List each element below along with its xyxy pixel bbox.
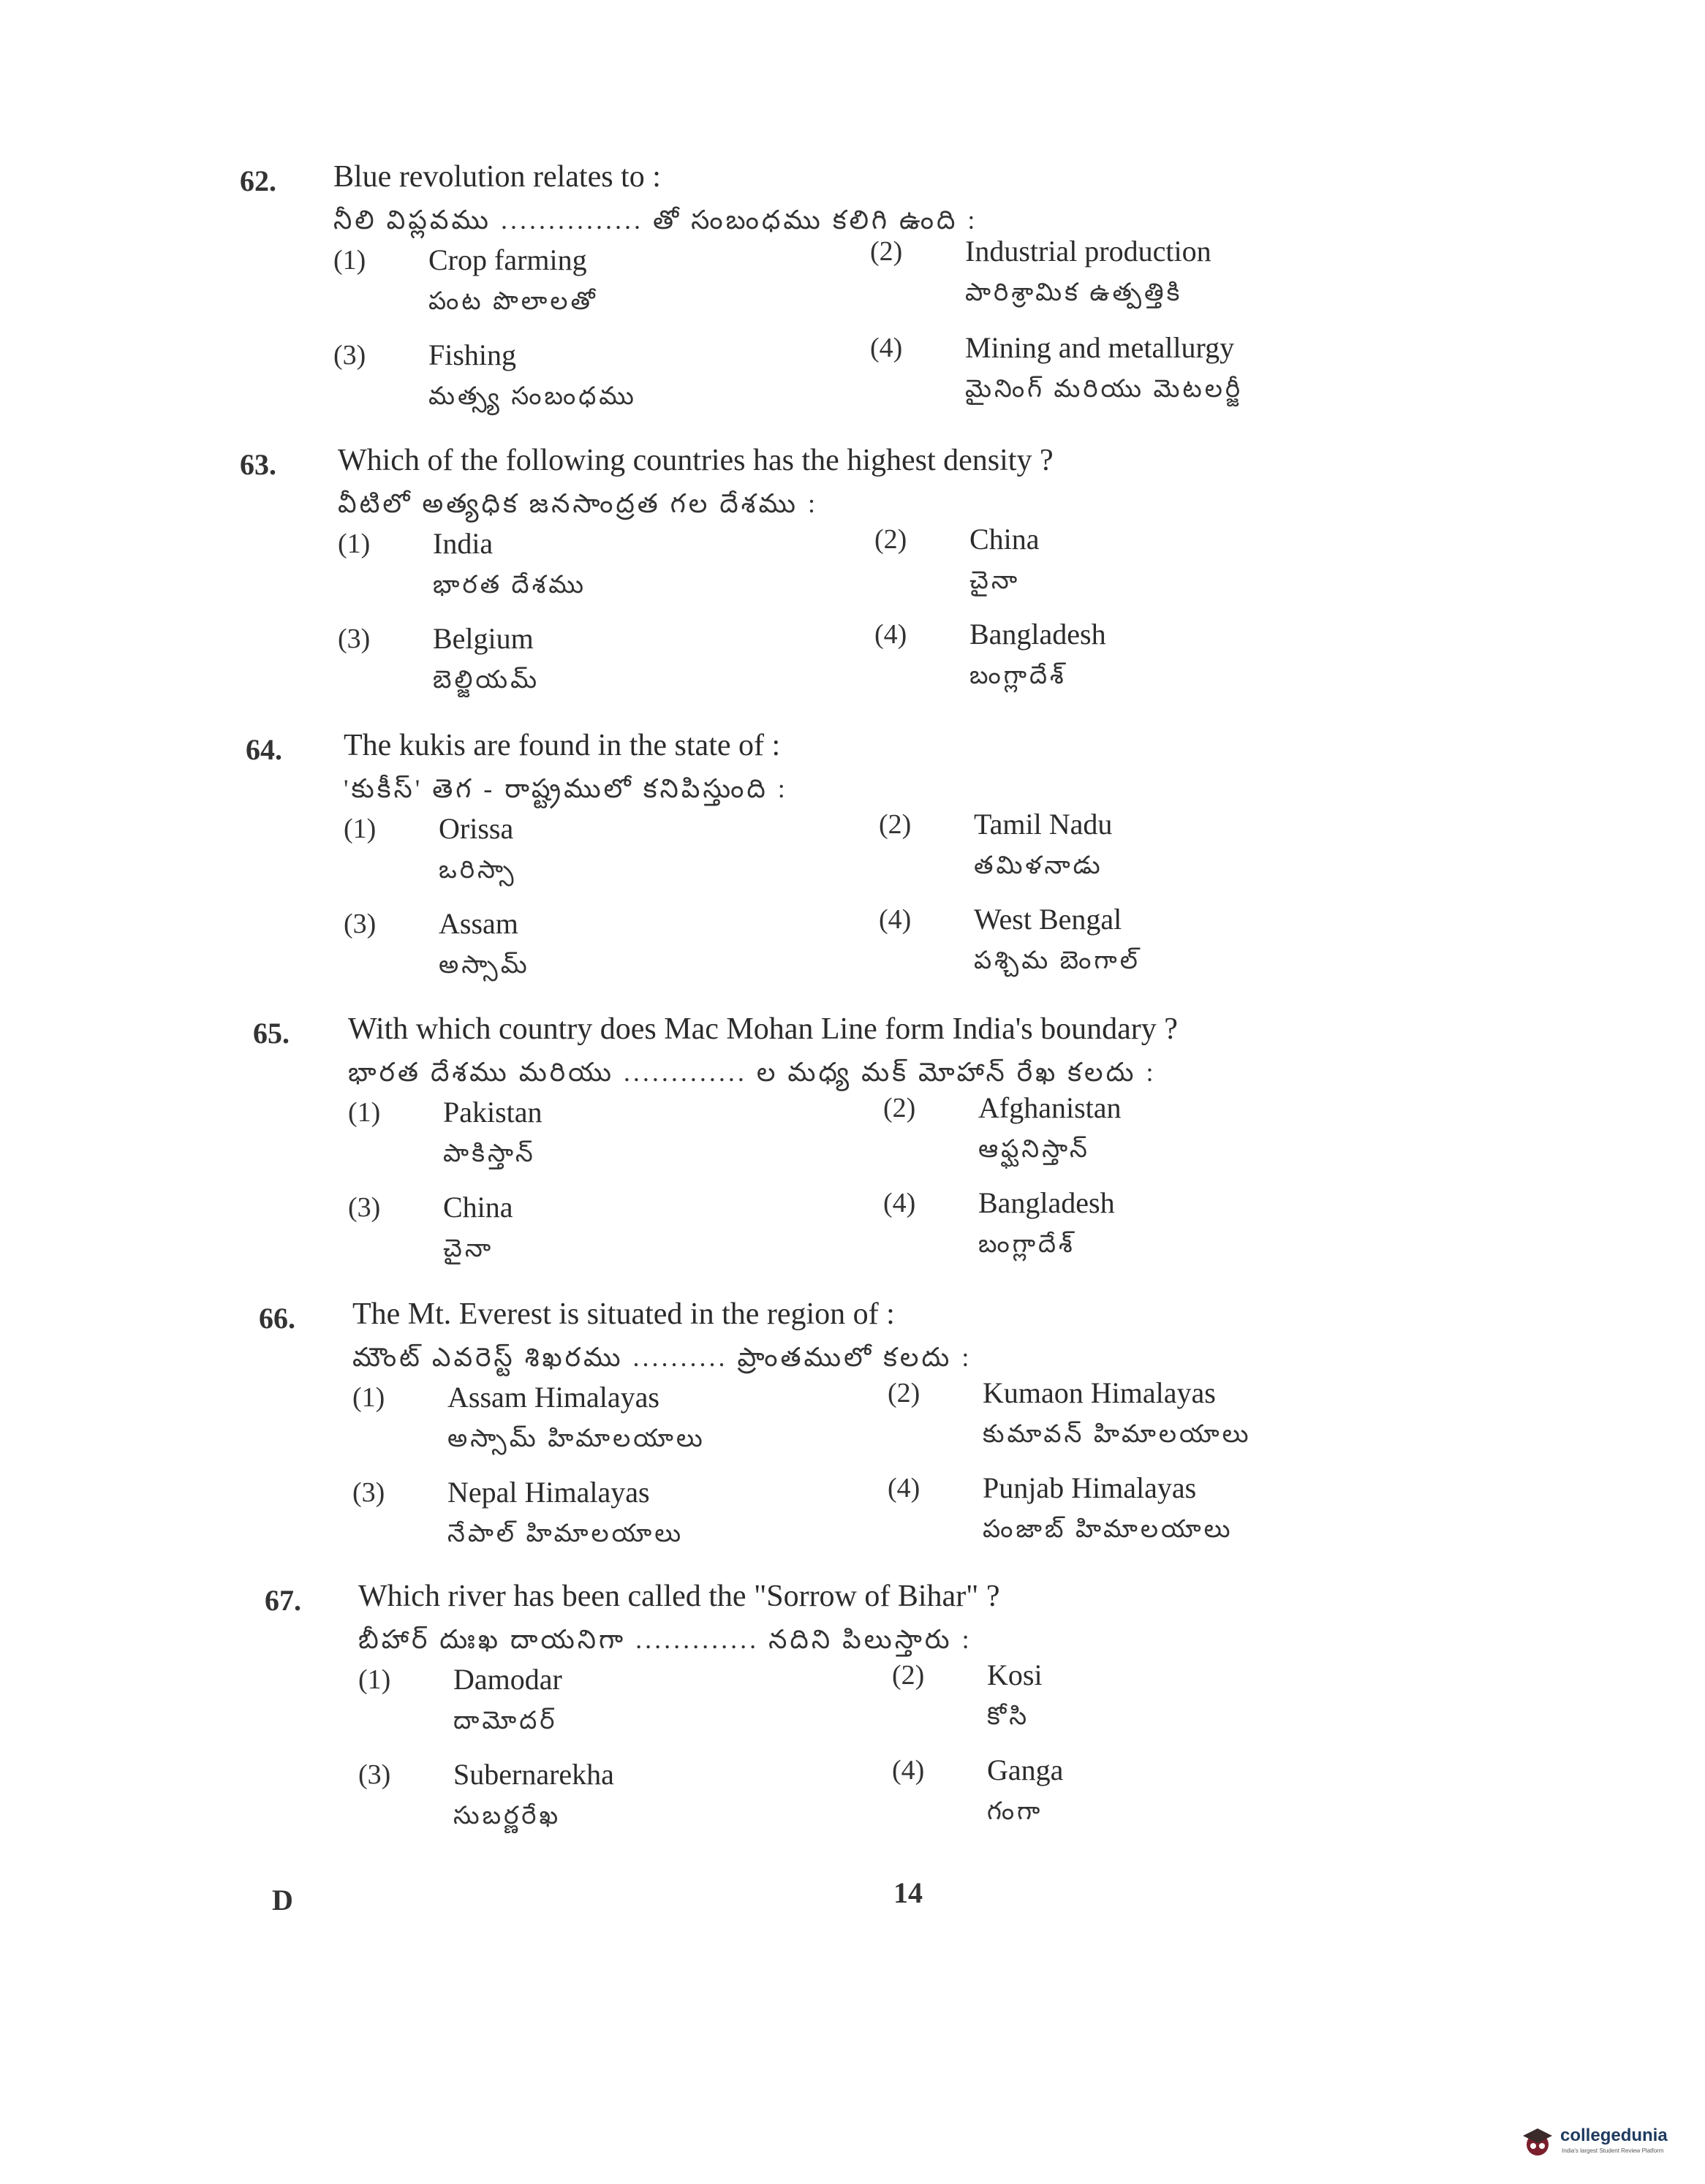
question-text-telugu: 'కుకీస్' తెగ - రాష్ట్రములో కనిపిస్తుంది : <box>344 774 788 803</box>
option-label: Bangladesh <box>969 618 1106 651</box>
option-label: Fishing <box>428 338 517 371</box>
option-label: Kosi <box>987 1658 1043 1691</box>
option-number: (3) <box>333 340 366 371</box>
question-text-telugu: బీహార్ దుఃఖ దాయనిగా ............. నదిని పిలుస్తారు : <box>358 1625 972 1654</box>
option-label: Mining and metallurgy <box>965 331 1235 364</box>
option-label: China <box>443 1191 513 1224</box>
option-label-telugu: పాకిస్తాన్ <box>443 1140 536 1167</box>
option-3 <box>358 1759 943 1854</box>
question-text-telugu: వీటిలో అత్యధిక జనసాంద్రత గల దేశము : <box>338 489 819 518</box>
question-64 <box>0 729 1705 1025</box>
question-65 <box>0 1012 1705 1308</box>
collegedunia-watermark <box>1521 2120 1696 2164</box>
option-3 <box>333 339 918 434</box>
question-number: 62. <box>240 164 276 197</box>
option-label: Nepal Himalayas <box>447 1476 650 1509</box>
option-label: Pakistan <box>443 1096 542 1129</box>
option-number: (2) <box>883 1093 916 1123</box>
option-label-telugu: కోసి <box>987 1703 1030 1730</box>
question-67 <box>0 1580 1705 1876</box>
option-label: Punjab Himalayas <box>983 1471 1197 1504</box>
option-2 <box>870 235 1455 330</box>
question-text: Which river has been called the "Sorrow of Bihar" ? <box>358 1580 1000 1613</box>
option-3 <box>344 908 929 1003</box>
option-2 <box>879 808 1464 903</box>
question-66 <box>0 1297 1705 1593</box>
option-label-telugu: చైనా <box>969 567 1021 594</box>
question-number: 66. <box>259 1302 295 1335</box>
option-label-telugu: ఒరిస్సా <box>439 857 517 884</box>
option-label-telugu: దామోదర్ <box>453 1707 558 1734</box>
option-label-telugu: సుబర్ణరేఖ <box>453 1802 562 1830</box>
option-label-telugu: పారిశ్రామిక ఉత్పత్తికి <box>965 279 1183 306</box>
option-label: Subernarekha <box>453 1758 614 1791</box>
option-label: China <box>969 523 1040 556</box>
option-4 <box>870 332 1455 427</box>
option-number: (3) <box>358 1759 391 1790</box>
option-2 <box>888 1377 1472 1472</box>
option-label-telugu: బెల్జియమ్ <box>433 667 540 694</box>
option-number: (1) <box>352 1382 385 1413</box>
option-number: (4) <box>892 1755 925 1786</box>
option-label-telugu: భారత దేశము <box>433 572 587 599</box>
option-4 <box>879 903 1464 998</box>
option-number: (1) <box>333 245 366 276</box>
option-number: (1) <box>338 528 371 559</box>
question-text: Blue revolution relates to : <box>333 160 661 194</box>
option-label-telugu: పంట పొలాలతో <box>428 288 598 315</box>
option-label-telugu: మత్స్య సంబంధము <box>428 383 637 410</box>
option-label: Assam <box>439 907 518 940</box>
question-number: 64. <box>246 733 282 766</box>
option-label-telugu: అస్సామ్ <box>439 952 530 979</box>
question-text-telugu: నీలి విప్లవము ............... తో సంబంధము కలిగి ఉంది : <box>333 205 978 235</box>
watermark-tagline: India's largest Student Review Platform <box>1562 2147 1664 2154</box>
option-label-telugu: మైనింగ్ మరియు మెటలర్జీ <box>965 376 1244 403</box>
option-1 <box>358 1664 943 1759</box>
option-number: (4) <box>870 333 903 363</box>
question-63 <box>0 444 1705 740</box>
option-label: Bangladesh <box>978 1186 1115 1219</box>
question-text: Which of the following countries has the highest density ? <box>338 444 1054 477</box>
question-text: The Mt. Everest is situated in the region of : <box>352 1297 895 1331</box>
watermark-brand: collegedunia <box>1560 2126 1668 2145</box>
option-number: (2) <box>888 1378 920 1408</box>
option-3 <box>338 623 923 718</box>
option-label-telugu: అస్సామ్ హిమాలయాలు <box>447 1425 706 1452</box>
option-number: (1) <box>348 1097 381 1128</box>
question-text: With which country does Mac Mohan Line form India's boundary ? <box>348 1012 1178 1046</box>
option-number: (4) <box>879 904 912 935</box>
option-2 <box>883 1092 1468 1187</box>
question-number: 65. <box>253 1017 290 1050</box>
option-number: (4) <box>888 1473 920 1504</box>
option-1 <box>333 244 918 339</box>
option-label: Tamil Nadu <box>974 808 1113 841</box>
option-4 <box>883 1187 1468 1282</box>
option-label: Orissa <box>439 812 514 845</box>
option-label: Kumaon Himalayas <box>983 1376 1216 1409</box>
option-label-telugu: తమిళనాడు <box>974 852 1103 879</box>
option-number: (3) <box>338 623 371 654</box>
option-number: (4) <box>883 1188 916 1218</box>
question-text-telugu: మౌంట్ ఎవరెస్ట్ శిఖరము .......... ప్రాంతములో కలదు : <box>352 1343 972 1372</box>
option-number: (3) <box>352 1477 385 1508</box>
option-label: Damodar <box>453 1663 562 1696</box>
option-number: (2) <box>870 236 903 267</box>
option-2 <box>892 1659 1477 1754</box>
option-3 <box>352 1476 937 1571</box>
option-4 <box>874 618 1459 713</box>
graduation-cap-icon <box>1521 2124 1554 2158</box>
option-label-telugu: ఆఫ్ఘనిస్తాన్ <box>978 1136 1090 1163</box>
option-4 <box>892 1754 1477 1849</box>
option-number: (2) <box>892 1660 925 1691</box>
option-number: (2) <box>874 524 907 555</box>
option-label: Belgium <box>433 622 534 655</box>
option-number: (3) <box>348 1192 381 1223</box>
option-label-telugu: బంగ్లాదేశ్ <box>978 1231 1075 1258</box>
option-label: Afghanistan <box>978 1091 1122 1124</box>
option-label-telugu: గంగా <box>987 1798 1043 1825</box>
question-number: 67. <box>265 1584 301 1617</box>
option-label: Crop farming <box>428 243 587 276</box>
option-label-telugu: నేపాల్ హిమాలయాలు <box>447 1520 684 1547</box>
option-label: Ganga <box>987 1753 1064 1786</box>
option-label-telugu: పశ్చిమ బెంగాల్ <box>974 947 1141 974</box>
option-label: India <box>433 527 494 560</box>
option-label-telugu: బంగ్లాదేశ్ <box>969 662 1067 689</box>
option-label: West Bengal <box>974 903 1122 936</box>
option-label-telugu: పంజాబ్ హిమాలయాలు <box>983 1516 1233 1543</box>
option-number: (1) <box>358 1664 391 1695</box>
question-text-telugu: భారత దేశము మరియు ............. ల మధ్య మక్ మోహాన్ రేఖ కలదు : <box>348 1058 1157 1087</box>
option-number: (3) <box>344 909 377 939</box>
option-number: (4) <box>874 619 907 650</box>
option-3 <box>348 1191 933 1286</box>
option-label-telugu: చైనా <box>443 1235 494 1262</box>
option-number: (2) <box>879 809 912 840</box>
option-1 <box>338 528 923 623</box>
option-label-telugu: కుమావన్ హిమాలయాలు <box>983 1421 1252 1448</box>
option-1 <box>344 813 929 908</box>
option-4 <box>888 1472 1472 1567</box>
question-62 <box>0 160 1705 456</box>
option-1 <box>348 1096 933 1191</box>
option-number: (1) <box>344 814 377 844</box>
option-1 <box>352 1381 937 1476</box>
question-text: The kukis are found in the state of : <box>344 729 781 762</box>
page-number: 14 <box>893 1876 923 1909</box>
question-number: 63. <box>240 448 276 481</box>
option-label: Assam Himalayas <box>447 1381 659 1414</box>
booklet-code: D <box>272 1884 293 1916</box>
option-label: Industrial production <box>965 235 1211 268</box>
option-2 <box>874 523 1459 618</box>
